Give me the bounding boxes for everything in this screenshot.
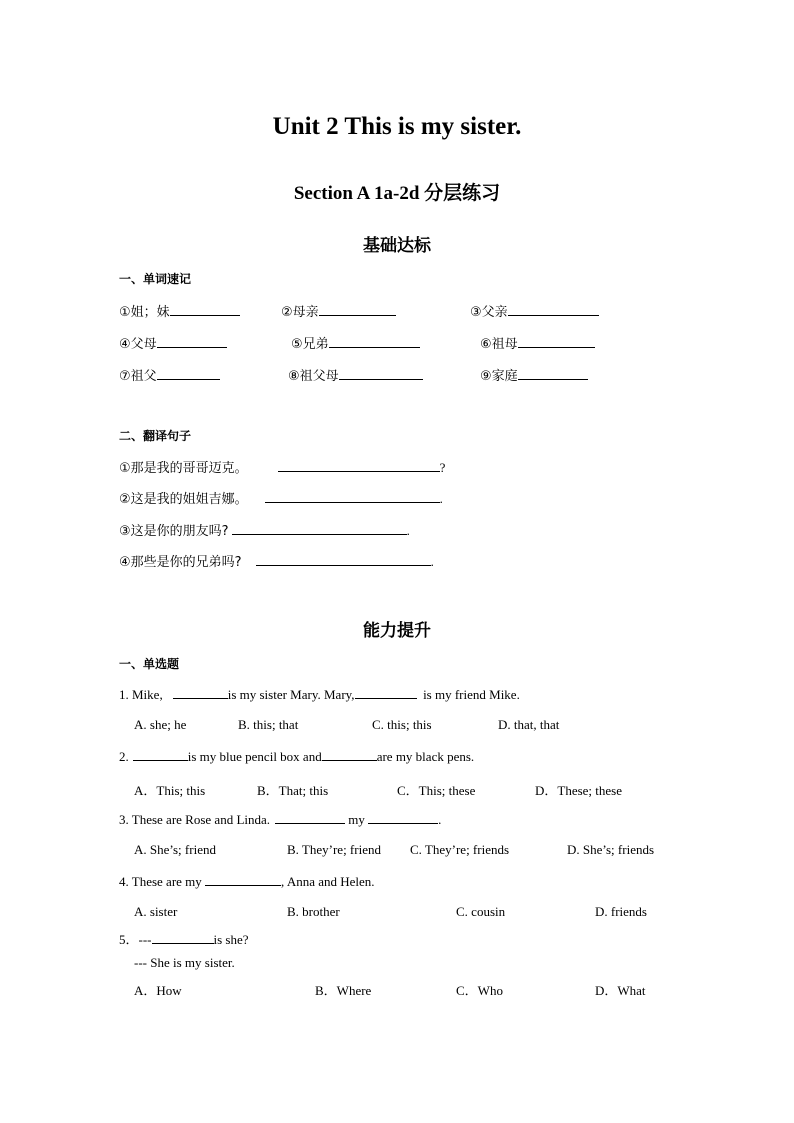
answer-blank[interactable] (329, 335, 420, 348)
option[interactable]: B．That; this (257, 783, 329, 798)
answer-blank[interactable] (508, 303, 599, 316)
answer-blank[interactable] (133, 748, 188, 761)
answer-blank[interactable] (278, 459, 440, 472)
answer-blank[interactable] (368, 811, 438, 824)
mc-heading: 一、单选题 (119, 657, 180, 671)
vocab-item: ⑥祖母 (480, 333, 595, 352)
answer-blank[interactable] (256, 553, 431, 566)
option[interactable]: D．These; these (535, 783, 623, 798)
answer-blank[interactable] (275, 811, 345, 824)
option[interactable]: D. friends (595, 904, 647, 919)
answer-blank[interactable] (319, 303, 396, 316)
option[interactable]: B. brother (287, 904, 340, 919)
translate-heading: 二、翻译句子 (119, 429, 192, 443)
answer-blank[interactable] (157, 335, 227, 348)
translate-item: ①那是我的哥哥迈克。 ? (119, 460, 446, 476)
option[interactable]: B. They’re; friend (287, 842, 381, 857)
answer-blank[interactable] (518, 367, 588, 380)
question-1: 1. Mike, is my sister Mary. Mary, is my friend Mike. (119, 687, 520, 702)
option[interactable]: D. that, that (498, 717, 560, 732)
vocab-heading: 一、单词速记 (119, 272, 192, 286)
answer-blank[interactable] (152, 931, 214, 944)
section-heading-advanced: 能力提升 (363, 621, 431, 641)
answer-blank[interactable] (265, 490, 440, 503)
answer-blank[interactable] (157, 367, 220, 380)
vocab-item: ②母亲 (281, 301, 396, 320)
option[interactable]: A．How (134, 983, 182, 998)
translate-item: ④那些是你的兄弟吗? . (119, 554, 434, 570)
vocab-item: ①姐；妹 (119, 301, 240, 320)
answer-blank[interactable] (173, 686, 228, 699)
section-heading-basic: 基础达标 (363, 236, 431, 256)
option[interactable]: A. sister (134, 904, 178, 919)
option[interactable]: C. They’re; friends (410, 842, 510, 857)
option[interactable]: C. this; this (372, 717, 432, 732)
question-2: 2. is my blue pencil box and are my black pens. (119, 749, 475, 764)
answer-blank[interactable] (322, 748, 377, 761)
answer-blank[interactable] (170, 303, 240, 316)
option[interactable]: B. this; that (238, 717, 299, 732)
answer-blank[interactable] (205, 873, 281, 886)
option[interactable]: D. She’s; friends (567, 842, 655, 857)
question-5: 5．--- is she? (119, 932, 249, 947)
vocab-item: ⑨家庭 (480, 365, 588, 384)
question-5-reply: --- She is my sister. (134, 955, 235, 970)
vocab-item: ⑧祖父母 (288, 365, 423, 384)
vocab-item: ⑦祖父 (119, 365, 220, 384)
question-4: 4. These are my , Anna and Helen. (119, 874, 375, 889)
answer-blank[interactable] (518, 335, 595, 348)
vocab-item: ③父亲 (470, 301, 599, 320)
answer-blank[interactable] (339, 367, 423, 380)
question-3: 3. These are Rose and Linda. my . (119, 812, 442, 827)
vocab-item: ④父母 (119, 333, 227, 352)
page-title: Unit 2 This is my sister. (272, 113, 522, 140)
option[interactable]: B．Where (315, 983, 372, 998)
option[interactable]: C. cousin (456, 904, 506, 919)
vocab-item: ⑤兄弟 (291, 333, 420, 352)
page-subtitle: Section A 1a-2d 分层练习 (293, 183, 501, 204)
translate-item: ②这是我的姐姐吉娜。 . (119, 491, 443, 507)
answer-blank[interactable] (355, 686, 417, 699)
option[interactable]: C．This; these (397, 783, 476, 798)
option[interactable]: A. She’s; friend (134, 842, 216, 857)
option[interactable]: D．What (595, 983, 646, 998)
option[interactable]: A. she; he (134, 717, 187, 732)
answer-blank[interactable] (232, 522, 407, 535)
option[interactable]: A．This; this (134, 783, 206, 798)
translate-item: ③这是你的朋友吗? . (119, 523, 410, 539)
option[interactable]: C．Who (456, 983, 503, 998)
